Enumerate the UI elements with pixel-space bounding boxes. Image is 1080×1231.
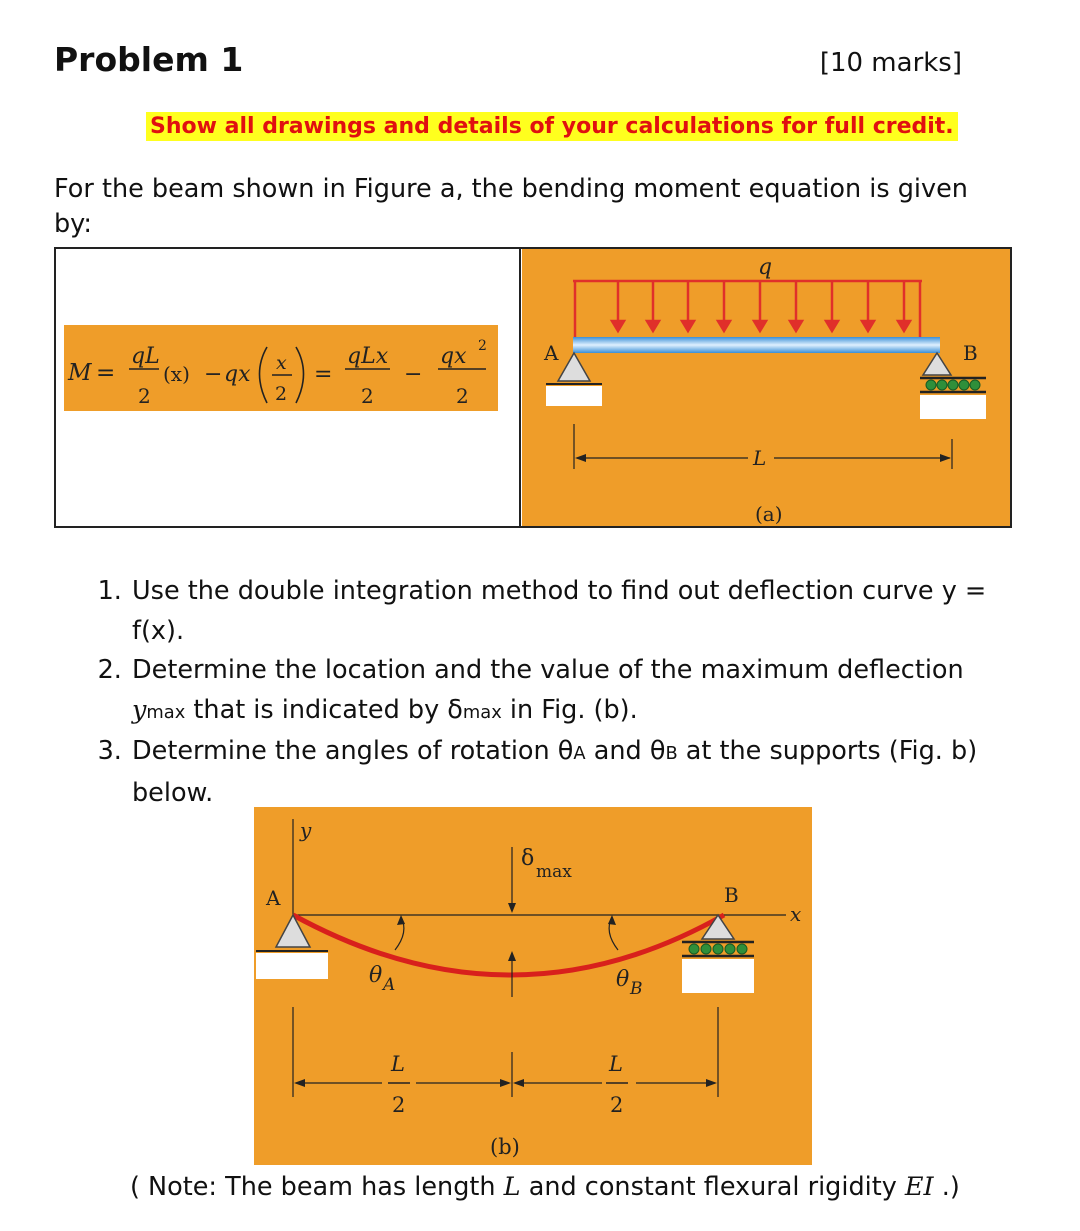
equation-svg [64,325,498,411]
note-text: ( Note: The beam has length L and constant flexural rigidity EI .) [130,1172,960,1202]
x-axis-label: x [790,902,802,926]
deflection-curve [293,915,724,975]
eq-m: M [68,360,92,386]
figure-a-caption: (a) [755,502,783,526]
support-label-a: A [266,886,281,910]
delta-max-arrowhead-top [508,903,516,913]
theta-b-subscript: B [630,979,643,999]
eq-qx2: qx [440,344,467,369]
eq-equals-1: = [96,360,116,386]
ground-a [546,386,602,406]
theta-b-symbol: θ [616,967,630,992]
question-1: 1. Use the double integration method to find out deflection curve y = f(x). [130,572,1015,651]
theta-a-arrowhead [397,915,405,925]
beam [573,337,940,353]
figure-b [254,807,812,1165]
rollers [689,944,747,954]
eq-qx: qx [224,362,251,387]
dim-label-l-1: L [391,1052,405,1076]
eq-two-2: 2 [275,383,288,405]
support-label-b: B [724,883,739,907]
question-3: 3. Determine the angles of rotation θA and θB at the supports (Fig. b) below. [130,732,1015,813]
instruction-highlight: Show all drawings and details of your calculations for full credit. [146,112,958,141]
question-2: 2. Determine the location and the value of the maximum deflection ymax that is indicated by δmax in Fig. (b). [130,651,1015,732]
figure-b-caption: (b) [490,1135,520,1159]
eq-two-4: 2 [456,384,469,408]
dim-label-l: L [753,446,767,470]
ground-b [682,959,754,993]
dim-arrow-4 [706,1079,717,1087]
dim-arrow-left [575,454,586,462]
theta-a-subscript: A [383,975,396,995]
dim-arrow-right [940,454,951,462]
eq-minus-1: − [204,362,223,387]
eq-ql: qL [131,344,160,369]
dim-arrow-2 [500,1079,511,1087]
delta-symbol: δ [521,846,535,871]
dim-arrow-1 [294,1079,305,1087]
delta-subscript: max [536,862,572,882]
eq-paren-left [260,347,268,403]
eq-minus-2: − [404,362,423,387]
dim-label-two-1: 2 [392,1093,406,1117]
figure-a [522,249,1010,526]
eq-square: 2 [478,338,487,354]
moment-equation [64,325,498,411]
dim-label-two-2: 2 [610,1093,624,1117]
marks-label: [10 marks] [819,48,962,78]
load-label-q: q [758,255,773,280]
delta-max-arrowhead-bottom [508,951,516,961]
figure-b-svg [254,807,812,1165]
eq-paren-right [296,347,304,403]
dim-label-l-2: L [609,1052,623,1076]
ground-a [256,953,328,979]
eq-two-1: 2 [138,384,151,408]
support-label-b: B [963,341,978,365]
ground-b [920,395,986,419]
intro-text: For the beam shown in Figure a, the bending moment equation is given by: [54,174,968,239]
figure-a-svg [522,249,1010,526]
eq-x: x [276,352,287,374]
theta-b-arrowhead [608,915,616,925]
question-list [90,572,1015,813]
support-label-a: A [544,341,559,365]
distributed-load-arrows [575,281,920,337]
eq-equals-2: = [314,362,333,387]
eq-two-3: 2 [361,384,374,408]
eq-qlx: qLx [347,344,389,369]
pin-support-a [558,353,590,381]
roller-support-b [923,353,951,375]
eq-x-paren: (x) [163,362,190,386]
problem-title: Problem 1 [54,40,244,79]
y-axis-label: y [300,818,312,842]
theta-a-symbol: θ [369,963,383,988]
dim-arrow-3 [513,1079,524,1087]
rollers [926,380,980,390]
